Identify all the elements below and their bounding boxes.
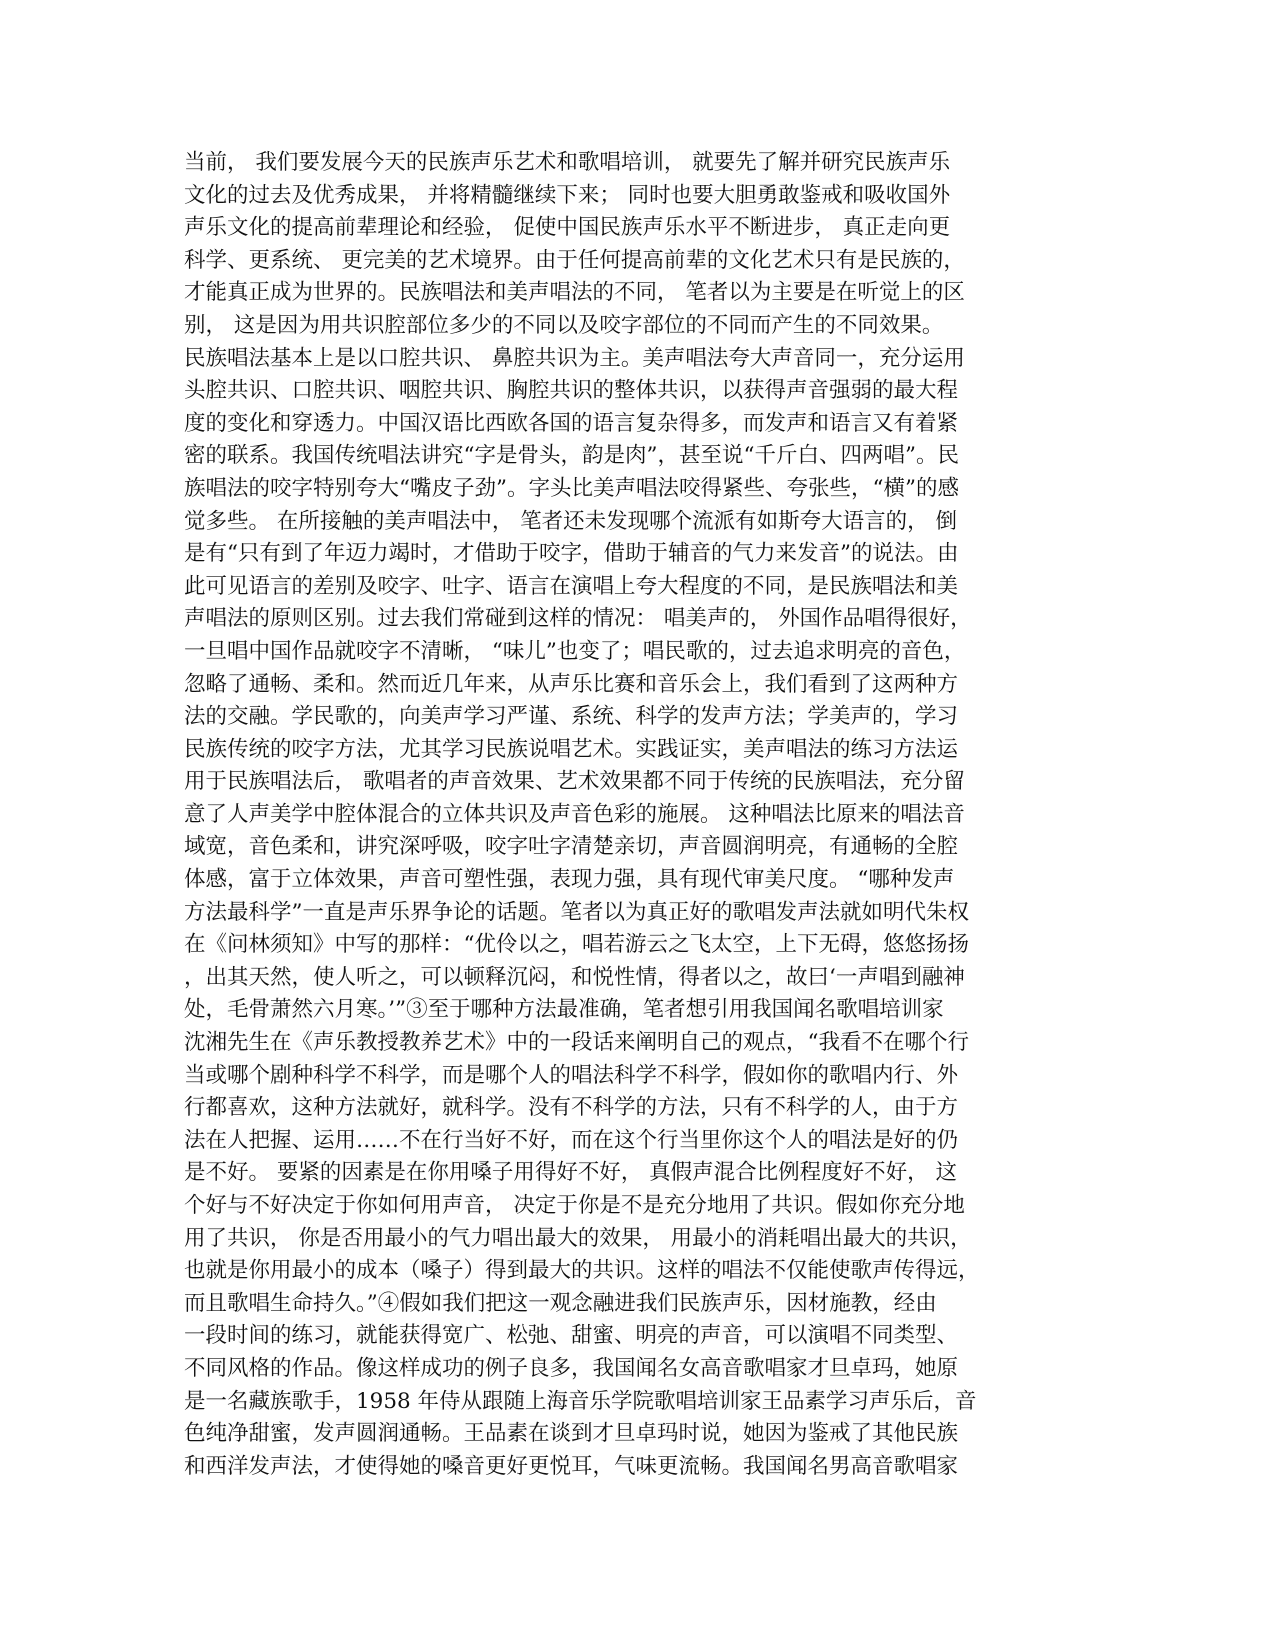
text-line: 行都喜欢，这种方法就好，就科学。没有不科学的方法，只有不科学的人，由于方 [184,1095,959,1121]
text-line: 头腔共识、口腔共识、咽腔共识、胸腔共识的整体共识，以获得声音强弱的最大程 [184,378,959,404]
text-line: 色纯净甜蜜，发声圆润通畅。王品素在谈到才旦卓玛时说，她因为鉴戒了其他民族 [184,1421,959,1447]
text-line: 和西洋发声法，才使得她的嗓音更好更悦耳，气味更流畅。我国闻名男高音歌唱家 [184,1453,959,1479]
text-line: 度的变化和穿透力。中国汉语比西欧各国的语言复杂得多，而发声和语言又有着紧 [184,410,959,436]
text-line: 一段时间的练习，就能获得宽广、松弛、甜蜜、明亮的声音，可以演唱不同类型、 [184,1323,959,1349]
text-line: 是有“只有到了年迈力竭时，才借助于咬字，借助于辅音的气力来发音”的说法。由 [184,541,959,567]
text-line: 是不好。 要紧的因素是在你用嗓子用得好不好， 真假声混合比例程度好不好， 这 [184,1160,958,1186]
text-line: 方法最科学”一直是声乐界争论的话题。笔者以为真正好的歌唱发声法就如明代朱权 [184,899,969,925]
text-line: 法在人把握、运用……不在行当好不好，而在这个行当里你这个人的唱法是好的仍 [184,1127,959,1153]
text-line: 法的交融。学民歌的，向美声学习严谨、系统、科学的发声方法；学美声的，学习 [184,704,959,730]
text-line: 科学、更系统、 更完美的艺术境界。由于任何提高前辈的文化艺术只有是民族的， [184,247,965,273]
text-line: 沈湘先生在《声乐教授教养艺术》中的一段话来阐明自己的观点，“我看不在哪个行 [184,1030,969,1056]
text-line: 民族传统的咬字方法，尤其学习民族说唱艺术。实践证实，美声唱法的练习方法运 [184,736,959,762]
text-line: 用于民族唱法后， 歌唱者的声音效果、艺术效果都不同于传统的民族唱法，充分留 [184,769,965,795]
text-line: 声唱法的原则区别。过去我们常碰到这样的情况： 唱美声的， 外国作品唱得很好， [184,606,972,632]
body-text [184,147,1084,1483]
text-line: 域宽，音色柔和，讲究深呼吸，咬字吐字清楚亲切，声音圆润明亮，有通畅的全腔 [184,834,959,860]
text-line: 别， 这是因为用共识腔部位多少的不同以及咬字部位的不同而产生的不同效果。 [184,312,944,338]
text-line: 觉多些。 在所接触的美声唱法中， 笔者还未发现哪个流派有如斯夸大语言的， 倒 [184,508,958,534]
text-line: 一旦唱中国作品就咬字不清晰， “味儿”也变了；唱民歌的，过去追求明亮的音色， [184,638,966,664]
text-line: ，出其天然，使人听之，可以顿释沉闷，和悦性情，得者以之，故曰‘一声唱到融神 [184,964,965,990]
text-line: 用了共识， 你是否用最小的气力唱出最大的效果， 用最小的消耗唱出最大的共识， [184,1225,972,1251]
text-line: 忽略了通畅、柔和。然而近几年来，从声乐比赛和音乐会上，我们看到了这两种方 [184,671,959,697]
text-line: 体感，富于立体效果，声音可塑性强，表现力强，具有现代审美尺度。 “哪种发声 [184,867,955,893]
text-line: 当或哪个剧种科学不科学，而是哪个人的唱法科学不科学，假如你的歌唱内行、外 [184,1062,959,1088]
text-line: 也就是你用最小的成本（嗓子）得到最大的共识。这样的唱法不仅能使歌声传得远， [184,1258,980,1284]
text-line: 意了人声美学中腔体混合的立体共识及声音色彩的施展。 这种唱法比原来的唱法音 [184,801,965,827]
text-line: 处，毛骨萧然六月寒。’”③至于哪种方法最准确，笔者想引用我国闻名歌唱培训家 [184,997,944,1023]
text-line: 而且歌唱生命持久。”④假如我们把这一观念融进我们民族声乐，因材施教，经由 [184,1290,937,1316]
text-line: 密的联系。我国传统唱法讲究“字是骨头，韵是肉”，甚至说“千斤白、四两唱”。民 [184,443,959,469]
text-line: 当前， 我们要发展今天的民族声乐艺术和歌唱培训， 就要先了解并研究民族声乐 [184,150,951,175]
text-line: 个好与不好决定于你如何用声音， 决定于你是不是充分地用了共识。假如你充分地 [184,1193,965,1218]
text-line: 此可见语言的差别及咬字、吐字、语言在演唱上夸大程度的不同，是民族唱法和美 [184,573,959,599]
text-line: 才能真正成为世界的。民族唱法和美声唱法的不同， 笔者以为主要是在听觉上的区 [184,280,965,306]
text-line: 族唱法的咬字特别夸大“嘴皮子劲”。字头比美声唱法咬得紧些、夸张些，“横”的感 [184,475,959,501]
text-line: 是一名藏族歌手，1958 年侍从跟随上海音乐学院歌唱培训家王品素学习声乐后，音 [184,1388,977,1414]
text-line: 民族唱法基本上是以口腔共识、 鼻腔共识为主。美声唱法夸大声音同一，充分运用 [184,345,965,371]
text-line: 声乐文化的提高前辈理论和经验， 促使中国民族声乐水平不断进步， 真正走向更 [184,215,951,241]
text-line: 不同风格的作品。像这样成功的例子良多，我国闻名女高音歌唱家才旦卓玛，她原 [184,1355,959,1381]
text-line: 在《问林须知》中写的那样：“优伶以之，唱若游云之飞太空，上下无碍，悠悠扬扬 [184,932,969,958]
text-line: 文化的过去及优秀成果， 并将精髓继续下来； 同时也要大胆勇敢鉴戒和吸收国外 [184,182,951,208]
